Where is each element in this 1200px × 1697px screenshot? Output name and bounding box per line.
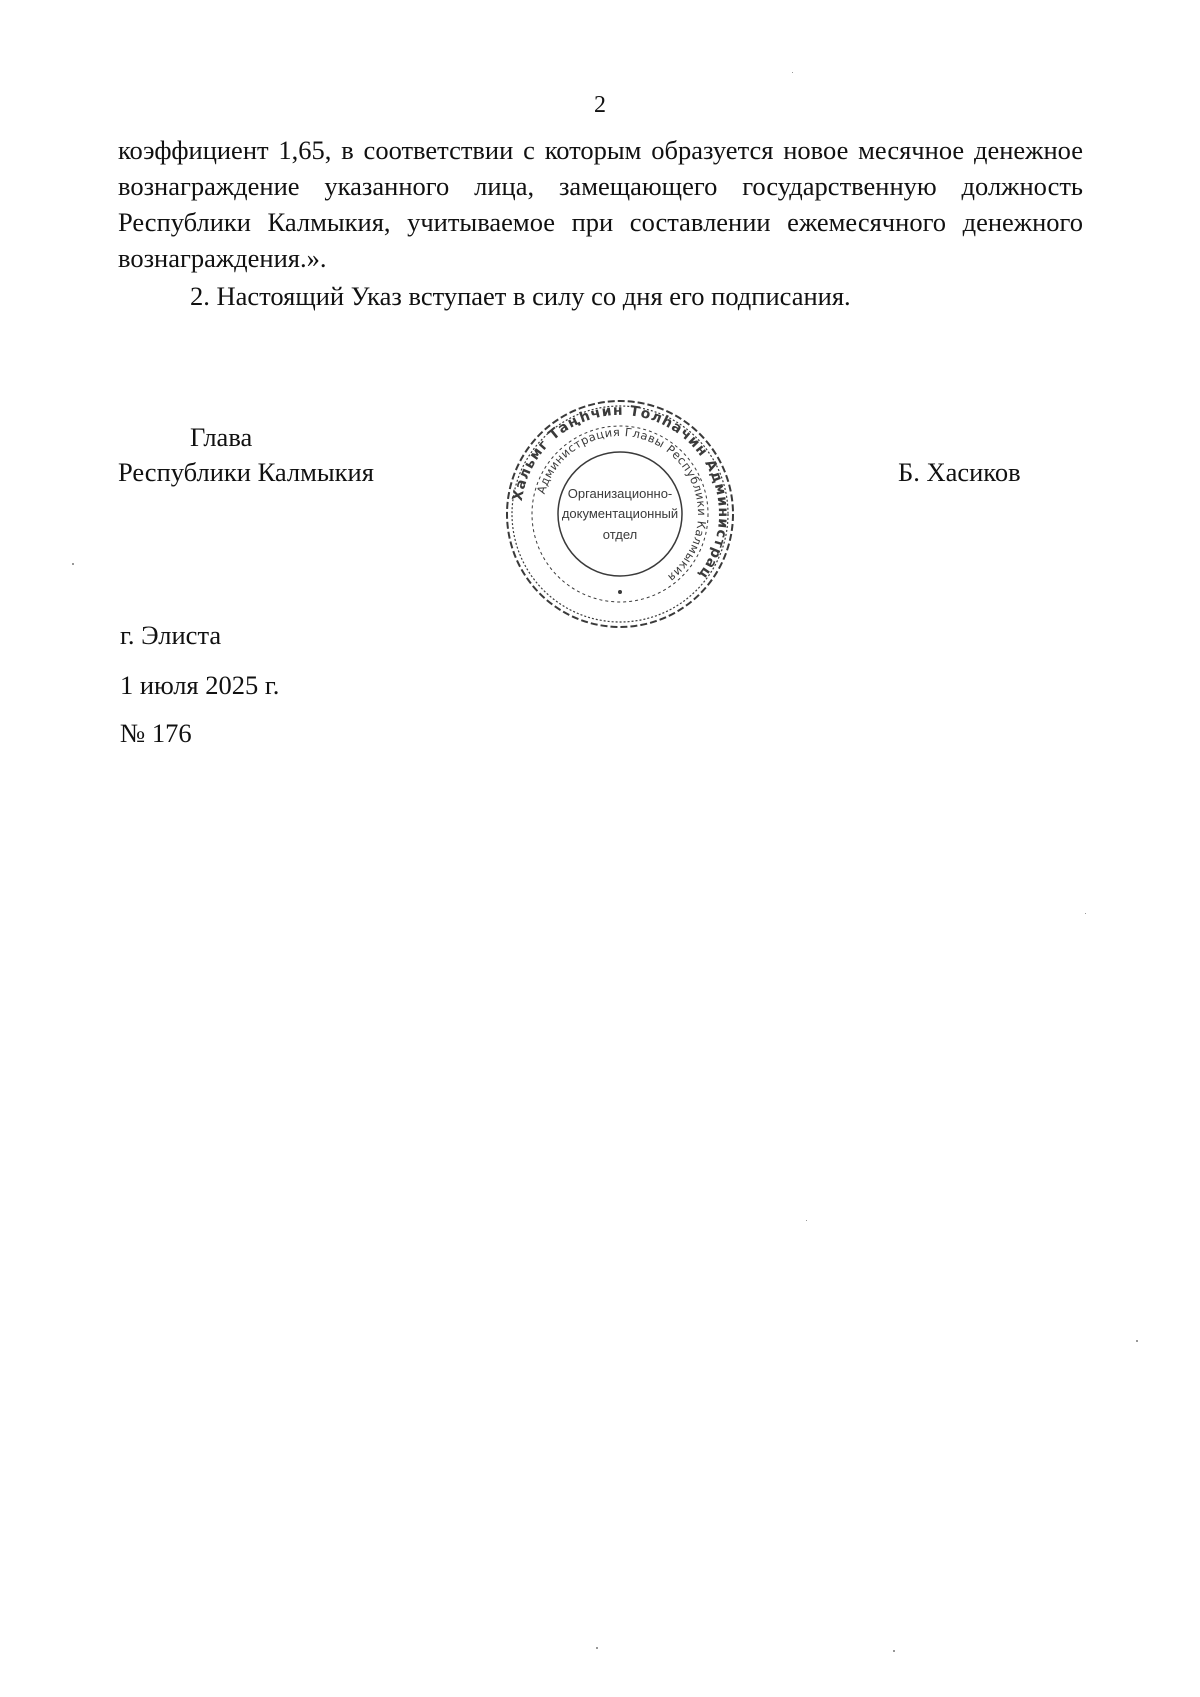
stamp-center-line-3: отдел	[602, 527, 638, 542]
official-stamp	[502, 396, 738, 632]
stamp-center-line-1: Организационно-	[567, 486, 673, 501]
paragraph-effective-date: 2. Настоящий Указ вступает в силу со дня его подписания.	[190, 281, 851, 311]
svg-text:Администрация Главы Республики	[534, 425, 709, 585]
stamp-seal-icon	[502, 396, 738, 632]
document-number: № 176	[120, 718, 192, 748]
signatory-title-line-1: Глава	[190, 422, 253, 452]
scan-speck	[893, 1650, 895, 1652]
page-number: 2	[594, 92, 606, 118]
stamp-inner-ring-text: Администрация Главы Республики Калмыкия	[533, 424, 710, 585]
scan-speck	[806, 1220, 807, 1221]
scan-speck	[1136, 1340, 1138, 1342]
document-body	[118, 132, 1083, 314]
stamp-center-line-2: документационный	[561, 506, 679, 521]
document-place: г. Элиста	[120, 620, 222, 650]
signatory-title-line-2: Республики Калмыкия	[118, 457, 374, 487]
scan-speck	[1085, 913, 1086, 914]
scan-speck	[596, 1647, 598, 1649]
document-date: 1 июля 2025 г.	[120, 670, 280, 700]
scan-speck	[72, 563, 74, 565]
stamp-outer-text: Хальмг Таңһчин Толһачин Администрац	[509, 402, 732, 583]
signatory-name: Б. Хасиков	[898, 457, 1021, 487]
paragraph-coefficient: коэффициент 1,65, в соответствии с которым образуется новое месячное денежное вознаграждение указанного лица, замещающего государственную должность Республики Калмыкия, учитываемое при составлении ежемесячного денежного вознаграждения.».	[118, 135, 1083, 273]
scan-speck	[792, 72, 793, 73]
